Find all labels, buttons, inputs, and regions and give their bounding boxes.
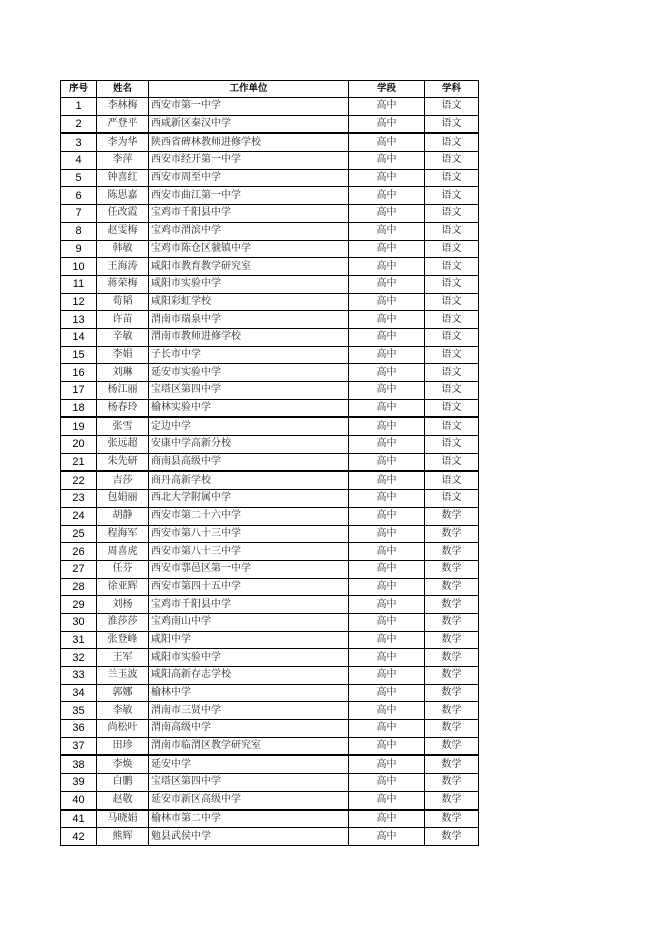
table-row <box>61 346 479 364</box>
cell-workplace: 延安市新区高级中学 <box>149 791 349 809</box>
cell-workplace: 宝塔区第四中学 <box>149 774 349 792</box>
cell-subject: 数学 <box>425 810 479 828</box>
cell-name: 任芬 <box>97 560 149 578</box>
cell-subject: 语文 <box>425 490 479 508</box>
cell-workplace: 延安市实验中学 <box>149 364 349 382</box>
cell-workplace: 商南县高级中学 <box>149 453 349 471</box>
cell-name: 许苗 <box>97 311 149 329</box>
cell-index: 39 <box>61 774 97 792</box>
cell-workplace: 榆林中学 <box>149 684 349 702</box>
cell-index: 24 <box>61 507 97 525</box>
cell-stage: 高中 <box>349 382 425 400</box>
cell-name: 熊辉 <box>97 828 149 846</box>
cell-workplace: 西安市第二十六中学 <box>149 507 349 525</box>
cell-index: 29 <box>61 596 97 614</box>
cell-subject: 数学 <box>425 507 479 525</box>
cell-name: 徐亚辉 <box>97 578 149 596</box>
cell-workplace: 咸阳市实验中学 <box>149 649 349 667</box>
cell-name: 蒋荣梅 <box>97 275 149 293</box>
cell-name: 胡静 <box>97 507 149 525</box>
cell-subject: 语文 <box>425 169 479 187</box>
cell-index: 2 <box>61 115 97 133</box>
cell-stage: 高中 <box>349 828 425 846</box>
cell-stage: 高中 <box>349 275 425 293</box>
table-row <box>61 684 479 702</box>
cell-workplace: 西北大学附属中学 <box>149 490 349 508</box>
cell-workplace: 西安市鄠邑区第一中学 <box>149 560 349 578</box>
cell-stage: 高中 <box>349 755 425 773</box>
cell-index: 41 <box>61 810 97 828</box>
cell-index: 27 <box>61 560 97 578</box>
cell-workplace: 勉县武侯中学 <box>149 828 349 846</box>
cell-stage: 高中 <box>349 311 425 329</box>
table-row <box>61 791 479 809</box>
cell-subject: 数学 <box>425 737 479 755</box>
cell-index: 32 <box>61 649 97 667</box>
cell-index: 34 <box>61 684 97 702</box>
cell-stage: 高中 <box>349 702 425 720</box>
cell-subject: 语文 <box>425 98 479 116</box>
cell-index: 26 <box>61 543 97 561</box>
cell-workplace: 宝鸡市千阳县中学 <box>149 596 349 614</box>
cell-stage: 高中 <box>349 417 425 435</box>
cell-name: 辛敏 <box>97 328 149 346</box>
table-row <box>61 810 479 828</box>
cell-stage: 高中 <box>349 791 425 809</box>
table-row <box>61 399 479 417</box>
cell-subject: 语文 <box>425 133 479 151</box>
cell-index: 11 <box>61 275 97 293</box>
cell-workplace: 定边中学 <box>149 417 349 435</box>
cell-subject: 语文 <box>425 152 479 170</box>
cell-name: 张雪 <box>97 417 149 435</box>
table-row <box>61 169 479 187</box>
table-row <box>61 275 479 293</box>
cell-stage: 高中 <box>349 240 425 258</box>
cell-index: 28 <box>61 578 97 596</box>
cell-name: 杨春玲 <box>97 399 149 417</box>
cell-subject: 语文 <box>425 115 479 133</box>
table-row <box>61 560 479 578</box>
cell-stage: 高中 <box>349 346 425 364</box>
cell-stage: 高中 <box>349 169 425 187</box>
cell-subject: 语文 <box>425 293 479 311</box>
cell-workplace: 西安市第八十三中学 <box>149 525 349 543</box>
cell-stage: 高中 <box>349 737 425 755</box>
cell-name: 尚松叶 <box>97 720 149 738</box>
table-row <box>61 631 479 649</box>
table-row <box>61 364 479 382</box>
cell-index: 22 <box>61 471 97 489</box>
cell-stage: 高中 <box>349 222 425 240</box>
header-index: 序号 <box>61 81 97 98</box>
cell-index: 23 <box>61 490 97 508</box>
table-row <box>61 187 479 205</box>
cell-workplace: 宝鸡市千阳县中学 <box>149 205 349 223</box>
cell-name: 严登平 <box>97 115 149 133</box>
cell-workplace: 咸阳市教育教学研究室 <box>149 258 349 276</box>
table-row <box>61 828 479 846</box>
table-row <box>61 328 479 346</box>
cell-stage: 高中 <box>349 649 425 667</box>
cell-subject: 语文 <box>425 222 479 240</box>
cell-workplace: 渭南市三贤中学 <box>149 702 349 720</box>
cell-index: 12 <box>61 293 97 311</box>
cell-workplace: 西安市第四十五中学 <box>149 578 349 596</box>
cell-subject: 语文 <box>425 328 479 346</box>
header-workplace: 工作单位 <box>149 81 349 98</box>
cell-subject: 数学 <box>425 578 479 596</box>
cell-name: 田珍 <box>97 737 149 755</box>
header-stage: 学段 <box>349 81 425 98</box>
cell-stage: 高中 <box>349 560 425 578</box>
cell-name: 荀韬 <box>97 293 149 311</box>
table-row <box>61 471 479 489</box>
cell-index: 40 <box>61 791 97 809</box>
table-row <box>61 596 479 614</box>
cell-stage: 高中 <box>349 667 425 685</box>
cell-stage: 高中 <box>349 436 425 454</box>
cell-index: 30 <box>61 613 97 631</box>
cell-index: 42 <box>61 828 97 846</box>
cell-subject: 数学 <box>425 774 479 792</box>
roster-table <box>60 80 479 846</box>
table-row <box>61 774 479 792</box>
cell-name: 朱先研 <box>97 453 149 471</box>
table-row <box>61 578 479 596</box>
cell-stage: 高中 <box>349 507 425 525</box>
table-row <box>61 543 479 561</box>
cell-index: 37 <box>61 737 97 755</box>
cell-workplace: 西安市经开第一中学 <box>149 152 349 170</box>
cell-index: 10 <box>61 258 97 276</box>
cell-name: 赵雯梅 <box>97 222 149 240</box>
cell-name: 李萍 <box>97 152 149 170</box>
cell-subject: 数学 <box>425 560 479 578</box>
cell-name: 李林梅 <box>97 98 149 116</box>
cell-index: 9 <box>61 240 97 258</box>
cell-name: 李为华 <box>97 133 149 151</box>
cell-subject: 语文 <box>425 258 479 276</box>
cell-subject: 数学 <box>425 613 479 631</box>
cell-workplace: 榆林实验中学 <box>149 399 349 417</box>
cell-stage: 高中 <box>349 596 425 614</box>
cell-stage: 高中 <box>349 205 425 223</box>
cell-subject: 语文 <box>425 240 479 258</box>
cell-name: 包娟丽 <box>97 490 149 508</box>
cell-workplace: 榆林市第二中学 <box>149 810 349 828</box>
cell-name: 李焕 <box>97 755 149 773</box>
table-row <box>61 115 479 133</box>
table-row <box>61 436 479 454</box>
cell-index: 13 <box>61 311 97 329</box>
cell-index: 7 <box>61 205 97 223</box>
cell-subject: 语文 <box>425 205 479 223</box>
cell-stage: 高中 <box>349 258 425 276</box>
cell-workplace: 宝塔区第四中学 <box>149 382 349 400</box>
cell-name: 张登峰 <box>97 631 149 649</box>
cell-stage: 高中 <box>349 471 425 489</box>
table-row <box>61 133 479 151</box>
table-row <box>61 240 479 258</box>
table-row <box>61 649 479 667</box>
cell-workplace: 商丹高新学校 <box>149 471 349 489</box>
cell-stage: 高中 <box>349 720 425 738</box>
cell-name: 程海军 <box>97 525 149 543</box>
cell-workplace: 延安中学 <box>149 755 349 773</box>
table-row <box>61 507 479 525</box>
cell-subject: 数学 <box>425 755 479 773</box>
cell-subject: 语文 <box>425 417 479 435</box>
cell-subject: 数学 <box>425 543 479 561</box>
cell-stage: 高中 <box>349 293 425 311</box>
table-row <box>61 667 479 685</box>
cell-index: 21 <box>61 453 97 471</box>
cell-name: 刘杨 <box>97 596 149 614</box>
cell-stage: 高中 <box>349 774 425 792</box>
cell-subject: 语文 <box>425 364 479 382</box>
table-row <box>61 293 479 311</box>
header-name: 姓名 <box>97 81 149 98</box>
cell-subject: 语文 <box>425 471 479 489</box>
cell-stage: 高中 <box>349 613 425 631</box>
cell-index: 17 <box>61 382 97 400</box>
cell-index: 33 <box>61 667 97 685</box>
cell-name: 陈思嘉 <box>97 187 149 205</box>
cell-subject: 数学 <box>425 702 479 720</box>
cell-index: 31 <box>61 631 97 649</box>
table-row <box>61 755 479 773</box>
cell-subject: 数学 <box>425 649 479 667</box>
cell-workplace: 咸阳彩虹学校 <box>149 293 349 311</box>
cell-index: 14 <box>61 328 97 346</box>
cell-stage: 高中 <box>349 399 425 417</box>
cell-stage: 高中 <box>349 453 425 471</box>
cell-subject: 数学 <box>425 667 479 685</box>
cell-workplace: 陕西省碑林教师进修学校 <box>149 133 349 151</box>
table-row <box>61 702 479 720</box>
cell-subject: 数学 <box>425 791 479 809</box>
table-row <box>61 98 479 116</box>
table-row <box>61 258 479 276</box>
cell-index: 38 <box>61 755 97 773</box>
header-row <box>61 81 479 98</box>
cell-index: 16 <box>61 364 97 382</box>
cell-stage: 高中 <box>349 98 425 116</box>
cell-stage: 高中 <box>349 364 425 382</box>
cell-stage: 高中 <box>349 543 425 561</box>
cell-workplace: 渭南市教师进修学校 <box>149 328 349 346</box>
cell-name: 赵敬 <box>97 791 149 809</box>
cell-stage: 高中 <box>349 328 425 346</box>
cell-name: 任改霞 <box>97 205 149 223</box>
table-row <box>61 525 479 543</box>
cell-index: 6 <box>61 187 97 205</box>
cell-name: 刘琳 <box>97 364 149 382</box>
cell-subject: 语文 <box>425 311 479 329</box>
cell-workplace: 安康中学高新分校 <box>149 436 349 454</box>
cell-workplace: 渭南市瑞泉中学 <box>149 311 349 329</box>
cell-stage: 高中 <box>349 152 425 170</box>
cell-name: 兰玉波 <box>97 667 149 685</box>
cell-name: 淮莎莎 <box>97 613 149 631</box>
cell-index: 3 <box>61 133 97 151</box>
cell-stage: 高中 <box>349 525 425 543</box>
cell-name: 吉莎 <box>97 471 149 489</box>
cell-name: 郭娜 <box>97 684 149 702</box>
cell-name: 杨江丽 <box>97 382 149 400</box>
cell-index: 19 <box>61 417 97 435</box>
cell-name: 韩敏 <box>97 240 149 258</box>
cell-stage: 高中 <box>349 115 425 133</box>
cell-name: 钟喜红 <box>97 169 149 187</box>
cell-workplace: 宝鸡市陈仓区虢镇中学 <box>149 240 349 258</box>
cell-workplace: 咸阳中学 <box>149 631 349 649</box>
cell-subject: 语文 <box>425 275 479 293</box>
cell-workplace: 渭南高级中学 <box>149 720 349 738</box>
cell-index: 35 <box>61 702 97 720</box>
cell-stage: 高中 <box>349 187 425 205</box>
cell-index: 18 <box>61 399 97 417</box>
cell-index: 1 <box>61 98 97 116</box>
cell-workplace: 子长市中学 <box>149 346 349 364</box>
cell-index: 20 <box>61 436 97 454</box>
cell-subject: 语文 <box>425 382 479 400</box>
table-row <box>61 613 479 631</box>
cell-workplace: 西咸新区秦汉中学 <box>149 115 349 133</box>
cell-name: 周喜虎 <box>97 543 149 561</box>
cell-index: 15 <box>61 346 97 364</box>
cell-name: 马晓娟 <box>97 810 149 828</box>
table-row <box>61 382 479 400</box>
cell-subject: 语文 <box>425 346 479 364</box>
cell-stage: 高中 <box>349 631 425 649</box>
cell-name: 张远超 <box>97 436 149 454</box>
cell-subject: 数学 <box>425 684 479 702</box>
table-row <box>61 720 479 738</box>
cell-workplace: 西安市周至中学 <box>149 169 349 187</box>
cell-stage: 高中 <box>349 490 425 508</box>
cell-subject: 数学 <box>425 596 479 614</box>
cell-subject: 语文 <box>425 399 479 417</box>
table-row <box>61 490 479 508</box>
cell-workplace: 西安市曲江第一中学 <box>149 187 349 205</box>
table-row <box>61 311 479 329</box>
cell-subject: 语文 <box>425 436 479 454</box>
cell-name: 李敏 <box>97 702 149 720</box>
cell-name: 李娟 <box>97 346 149 364</box>
header-subject: 学科 <box>425 81 479 98</box>
cell-subject: 数学 <box>425 631 479 649</box>
cell-name: 白鹏 <box>97 774 149 792</box>
cell-index: 5 <box>61 169 97 187</box>
table-row <box>61 222 479 240</box>
cell-stage: 高中 <box>349 810 425 828</box>
cell-stage: 高中 <box>349 578 425 596</box>
cell-name: 王军 <box>97 649 149 667</box>
cell-subject: 语文 <box>425 187 479 205</box>
cell-stage: 高中 <box>349 133 425 151</box>
table-row <box>61 737 479 755</box>
cell-subject: 数学 <box>425 720 479 738</box>
cell-workplace: 西安市第一中学 <box>149 98 349 116</box>
cell-workplace: 咸阳市实验中学 <box>149 275 349 293</box>
cell-workplace: 咸阳高新存志学校 <box>149 667 349 685</box>
cell-subject: 语文 <box>425 453 479 471</box>
cell-index: 4 <box>61 152 97 170</box>
table-row <box>61 152 479 170</box>
table-row <box>61 453 479 471</box>
cell-stage: 高中 <box>349 684 425 702</box>
cell-index: 25 <box>61 525 97 543</box>
cell-index: 36 <box>61 720 97 738</box>
cell-workplace: 宝鸡南山中学 <box>149 613 349 631</box>
cell-subject: 数学 <box>425 828 479 846</box>
cell-subject: 数学 <box>425 525 479 543</box>
cell-workplace: 宝鸡市渭滨中学 <box>149 222 349 240</box>
cell-workplace: 渭南市临渭区教学研究室 <box>149 737 349 755</box>
table-row <box>61 205 479 223</box>
table-row <box>61 417 479 435</box>
cell-name: 王海涛 <box>97 258 149 276</box>
cell-workplace: 西安市第八十三中学 <box>149 543 349 561</box>
cell-index: 8 <box>61 222 97 240</box>
